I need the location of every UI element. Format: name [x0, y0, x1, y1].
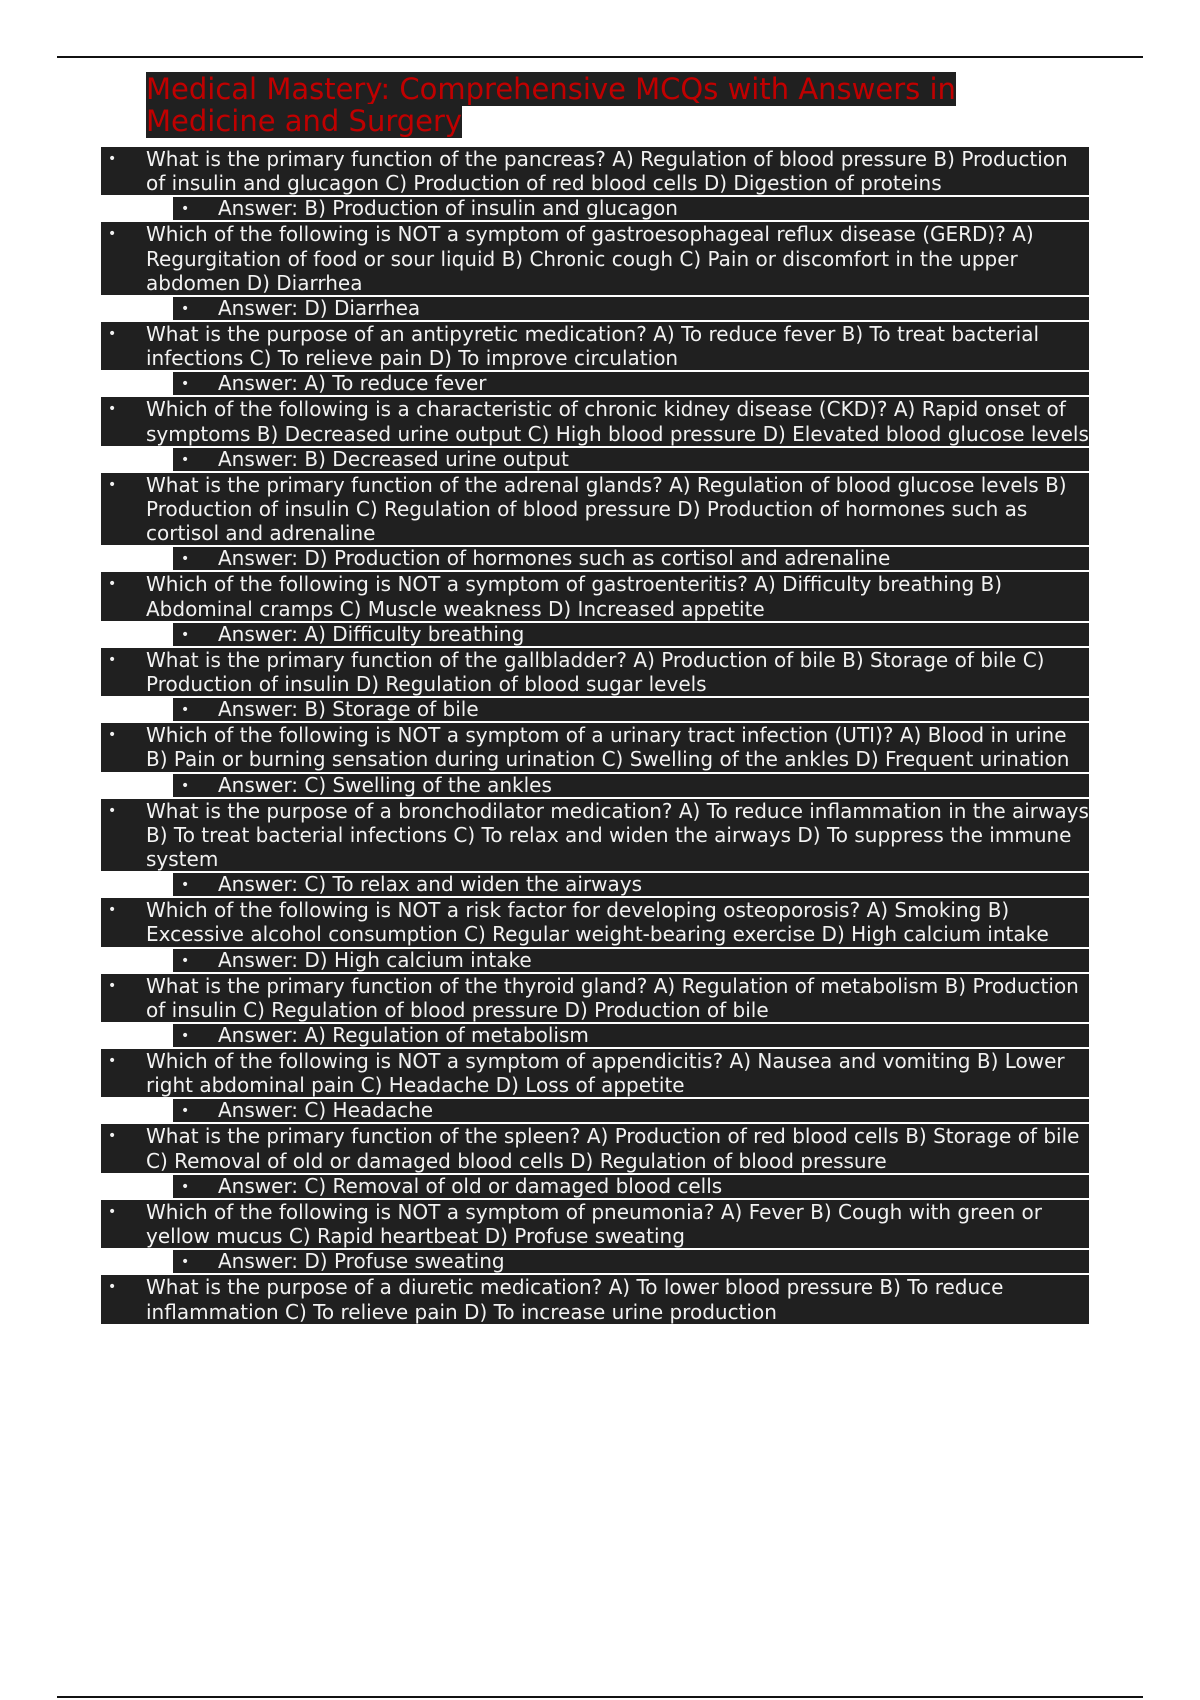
answer-text: Answer: A) Regulation of metabolism [218, 1023, 589, 1048]
answer-item [173, 297, 1089, 320]
question-text: What is the purpose of a bronchodilator medication? A) To reduce inflammation in the airways B) To treat bacterial infections C) To relax and widen the airways D) To suppress the immune system [146, 798, 1089, 872]
bullet-icon: • [181, 201, 190, 218]
question-item [101, 1200, 1089, 1248]
question-item [101, 322, 1089, 370]
question-text: What is the purpose of an antipyretic medication? A) To reduce fever B) To treat bacterial infections C) To relieve pain D) To improve circulation [146, 322, 1040, 371]
bullet-icon: • [181, 1178, 190, 1195]
bullet-icon: • [108, 1279, 117, 1296]
question-item [101, 1124, 1089, 1172]
answer-item [173, 1099, 1089, 1122]
answer-text: Answer: B) Decreased urine output [218, 446, 569, 471]
answer-item [173, 1250, 1089, 1273]
answer-item [173, 197, 1089, 220]
bullet-icon: • [181, 1028, 190, 1045]
answer-item [173, 873, 1089, 896]
answer-item [173, 372, 1089, 395]
question-text: What is the primary function of the gallbladder? A) Production of bile B) Storage of bile C) Production of insulin D) Regulation of blood sugar levels [146, 647, 1045, 697]
answer-item [173, 1175, 1089, 1198]
bullet-icon: • [108, 651, 117, 668]
bullet-icon: • [181, 952, 190, 969]
answer-text: Answer: C) Swelling of the ankles [218, 772, 552, 797]
question-text: Which of the following is NOT a symptom of appendicitis? A) Nausea and vomiting B) Lower right abdominal pain C) Headache D) Loss of appetite [146, 1049, 1065, 1098]
answer-item [173, 547, 1089, 570]
answer-text: Answer: D) Production of hormones such as cortisol and adrenaline [218, 546, 891, 571]
answer-text: Answer: C) To relax and widen the airways [218, 872, 643, 897]
bullet-icon: • [181, 777, 190, 794]
bullet-icon: • [181, 1103, 190, 1120]
answer-text: Answer: A) To reduce fever [218, 371, 487, 396]
question-text: Which of the following is a characteristic of chronic kidney disease (CKD)? A) Rapid onset of symptoms B) Decreased urine output C) High blood pressure D) Elevated blood glucose levels [146, 397, 1089, 446]
bullet-icon: • [108, 476, 117, 493]
question-text: What is the primary function of the spleen? A) Production of red blood cells B) Storage of bile C) Removal of old or damaged blood cells D) Regulation of blood pressure [146, 1124, 1080, 1173]
answer-text: Answer: D) Diarrhea [218, 296, 421, 321]
bullet-icon: • [181, 551, 190, 568]
answer-text: Answer: C) Removal of old or damaged blood cells [218, 1173, 723, 1198]
question-item [101, 147, 1089, 195]
bullet-icon: • [181, 626, 190, 643]
bullet-icon: • [108, 401, 117, 418]
bullet-icon: • [108, 326, 117, 343]
question-text: Which of the following is NOT a symptom of gastroesophageal reflux disease (GERD)? A) Regurgitation of food or sour liquid B) Chronic cough C) Pain or discomfort in the upper abdomen D) Diarrhea [146, 222, 1034, 295]
question-item [101, 397, 1089, 445]
question-item [101, 222, 1089, 295]
question-item [101, 648, 1089, 696]
answer-text: Answer: D) Profuse sweating [218, 1249, 505, 1274]
bullet-icon: • [108, 151, 117, 167]
bullet-icon: • [108, 902, 117, 919]
question-item [101, 1275, 1089, 1323]
bullet-icon: • [108, 1128, 117, 1145]
question-text: Which of the following is NOT a symptom of a urinary tract infection (UTI)? A) Blood in urine B) Pain or burning sensation during urination C) Swelling of the ankles D) Frequent urination [146, 723, 1070, 772]
question-text: What is the purpose of a diuretic medication? A) To lower blood pressure B) To reduce inflammation C) To relieve pain D) To increase urine production [146, 1275, 1004, 1324]
question-item [101, 974, 1089, 1022]
answer-text: Answer: B) Storage of bile [218, 697, 479, 722]
answer-text: Answer: D) High calcium intake [218, 947, 532, 972]
question-text: What is the primary function of the thyroid gland? A) Regulation of metabolism B) Production of insulin C) Regulation of blood pressure D) Production of bile [146, 973, 1079, 1022]
bullet-icon: • [108, 802, 117, 819]
bullet-icon: • [108, 977, 117, 994]
question-text: Which of the following is NOT a risk factor for developing osteoporosis? A) Smoking B) Excessive alcohol consumption C) Regular weight-bearing exercise D) High calcium intake [146, 898, 1049, 947]
answer-item [173, 623, 1089, 646]
bullet-icon: • [108, 1203, 117, 1220]
bullet-icon: • [181, 1254, 190, 1271]
question-item [101, 473, 1089, 546]
bullet-icon: • [108, 727, 117, 744]
answer-text: Answer: B) Production of insulin and glucagon [218, 196, 678, 221]
top-rule [57, 56, 1143, 58]
bullet-icon: • [181, 877, 190, 894]
bullet-icon: • [108, 1053, 117, 1070]
bullet-icon: • [108, 226, 117, 243]
answer-item [173, 949, 1089, 972]
question-item [101, 1049, 1089, 1097]
answer-text: Answer: C) Headache [218, 1098, 434, 1123]
answer-item [173, 698, 1089, 721]
question-text: What is the primary function of the pancreas? A) Regulation of blood pressure B) Production of insulin and glucagon C) Production of red blood cells D) Digestion of proteins [146, 147, 1068, 196]
answer-item [173, 774, 1089, 797]
question-text: What is the primary function of the adrenal glands? A) Regulation of blood glucose levels B) Production of insulin C) Regulation of blood pressure D) Production of hormones such as cortisol and adrenaline [146, 472, 1067, 546]
bottom-rule [57, 1696, 1143, 1698]
page-title [146, 73, 1071, 137]
question-item [101, 898, 1089, 946]
bullet-icon: • [181, 702, 190, 719]
bullet-icon: • [108, 576, 117, 593]
bullet-icon: • [181, 376, 190, 393]
page-title-text: Medical Mastery: Comprehensive MCQs with Answers in Medicine and Surgery [146, 72, 956, 138]
question-list [101, 147, 1089, 1326]
bullet-icon: • [181, 451, 190, 468]
question-text: Which of the following is NOT a symptom of gastroenteritis? A) Difficulty breathing B) Abdominal cramps C) Muscle weakness D) Increased appetite [146, 572, 1003, 621]
question-item [101, 723, 1089, 771]
question-item [101, 799, 1089, 872]
answer-item [173, 448, 1089, 471]
answer-text: Answer: A) Difficulty breathing [218, 621, 525, 646]
question-item [101, 572, 1089, 620]
question-text: Which of the following is NOT a symptom of pneumonia? A) Fever B) Cough with green or yellow mucus C) Rapid heartbeat D) Profuse sweating [146, 1199, 1042, 1249]
answer-item [173, 1024, 1089, 1047]
bullet-icon: • [181, 301, 190, 318]
